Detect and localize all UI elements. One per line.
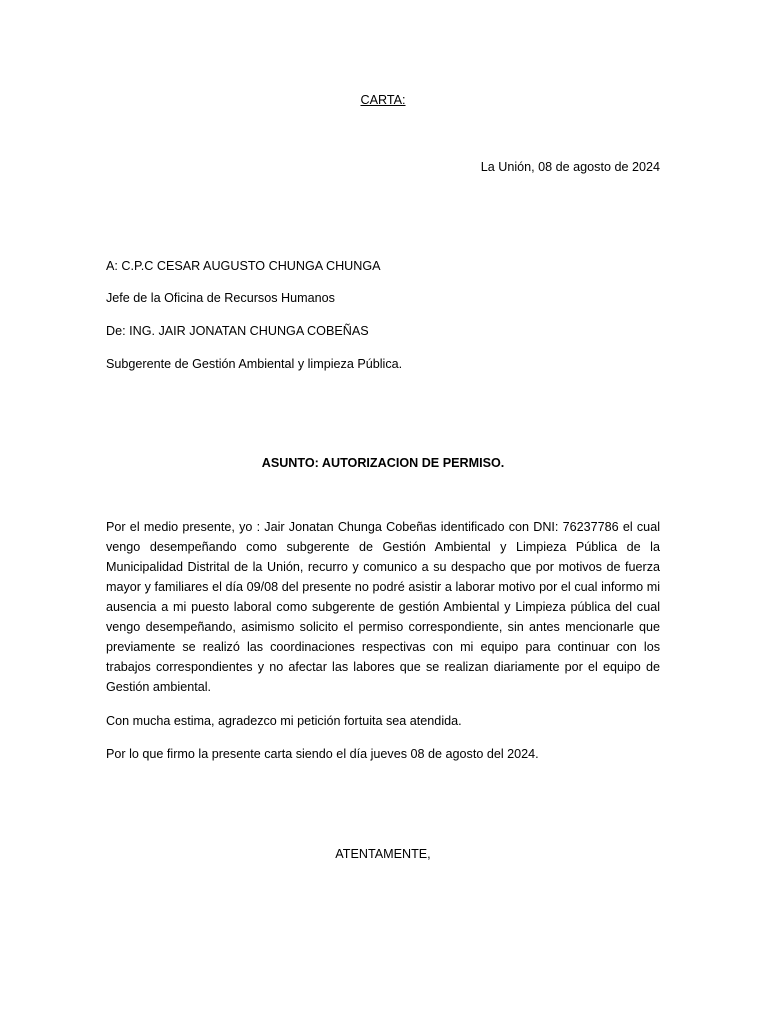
letter-heading-text: CARTA: [360,93,406,107]
letter-page [106,0,660,1024]
subject-line: ASUNTO: AUTORIZACION DE PERMISO. [261,456,505,470]
letter-heading [106,90,660,110]
body-paragraph-thanks: Con mucha estima, agradezco mi petición fortuita sea atendida. [106,714,462,728]
sender-title: Subgerente de Gestión Ambiental y limpieza Pública. [106,357,403,371]
recipient-line: A: C.P.C CESAR AUGUSTO CHUNGA CHUNGA [106,259,381,273]
body-paragraph-signing: Por lo que firmo la presente carta siendo el día jueves 08 de agosto del 2024. [106,747,539,761]
body-paragraph-main: Por el medio presente, yo : Jair Jonatan Chunga Cobeñas identificado con DNI: 76237786 el cual vengo desempeñando como subgerente de Gestión Ambiental y Limpieza Pública de la Municipalidad Distrital de la Unión, recurro y comunico a su despacho que por motivos de fuerza mayor y familiares el día 09/08 del presente no podré asistir a laborar motivo por el cual informo mi ausencia a mi puesto laboral como subgerente de gestión Ambiental y Limpieza pública del cual vengo desempeñando, asimismo solicito el permiso correspondiente, sin antes mencionarle que previamente se realizó las coordinaciones respectivas con mi equipo para continuar con los trabajos correspondientes y no afectar las labores que se realizan diariamente por el equipo de Gestión ambiental. [106,520,660,694]
recipient-title: Jefe de la Oficina de Recursos Humanos [106,291,335,305]
closing-salutation: ATENTAMENTE, [335,847,431,861]
sender-line: De: ING. JAIR JONATAN CHUNGA COBEÑAS [106,324,369,338]
place-date: La Unión, 08 de agosto de 2024 [480,160,660,174]
